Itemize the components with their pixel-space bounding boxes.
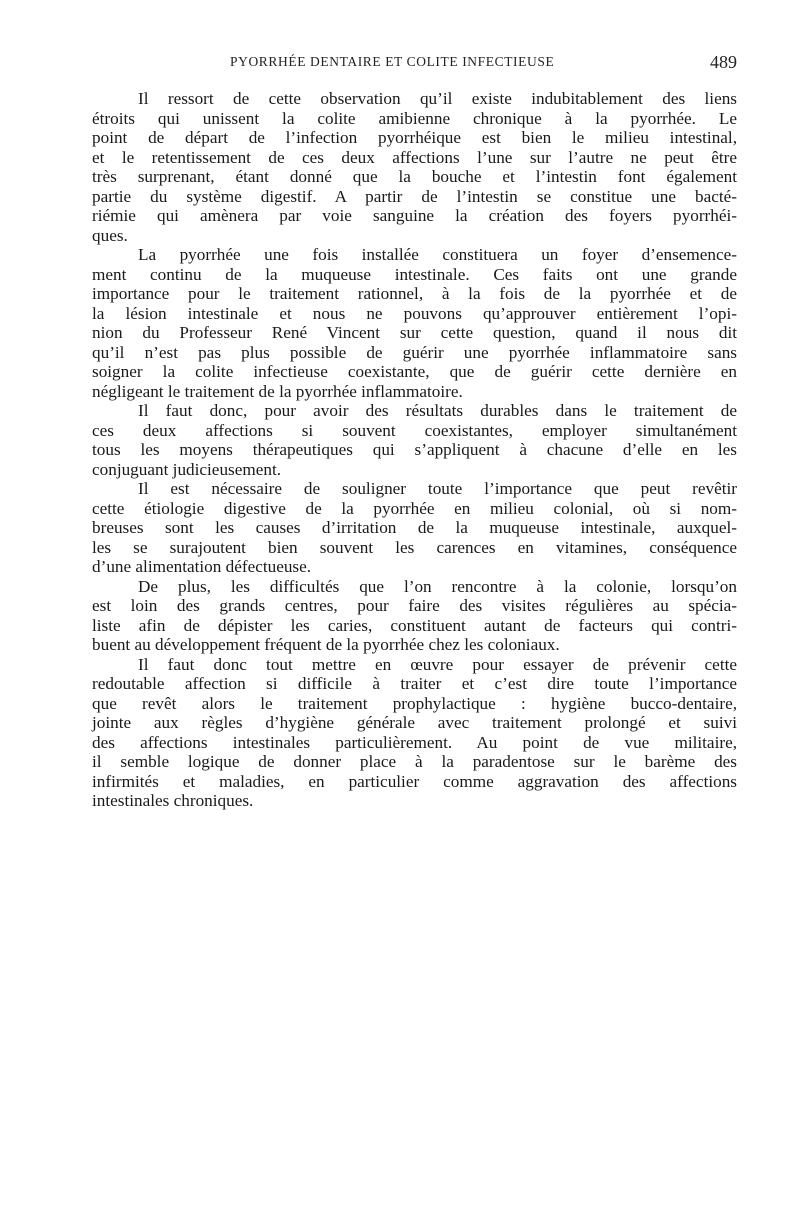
text-line: Il ressort de cette observation qu’il existe indubitablement des liens xyxy=(138,89,737,108)
text-line: est loin des grands centres, pour faire des visites régulières au spécia- xyxy=(92,596,737,615)
text-line: il semble logique de donner place à la paradentose sur le barème des xyxy=(92,752,737,771)
text-line: breuses sont les causes d’irritation de la muqueuse intestinale, auxquel- xyxy=(92,518,737,537)
paragraph xyxy=(92,401,737,479)
paragraph xyxy=(92,655,737,811)
body-text xyxy=(92,89,737,811)
text-line: point de départ de l’infection pyorrhéique est bien le milieu intestinal, xyxy=(92,128,737,147)
text-line: nion du Professeur René Vincent sur cette question, quand il nous dit xyxy=(92,323,737,342)
text-line: qu’il n’est pas plus possible de guérir une pyorrhée inflammatoire sans xyxy=(92,342,737,362)
text-line: partie du système digestif. A partir de l’intestin se constitue une bacté- xyxy=(92,186,737,206)
text-line: liste afin de dépister les caries, constituent autant de facteurs qui contri- xyxy=(92,615,737,635)
text-line: ques. xyxy=(92,225,128,245)
text-line: tous les moyens thérapeutiques qui s’appliquent à chacune d’elle en les xyxy=(92,440,737,459)
text-line: étroits qui unissent la colite amibienne chronique à la pyorrhée. Le xyxy=(92,108,737,128)
paragraph xyxy=(92,89,737,245)
running-head xyxy=(92,52,737,76)
running-title: PYORRHÉE DENTAIRE ET COLITE INFECTIEUSE xyxy=(230,54,555,69)
text-line: négligeant le traitement de la pyorrhée inflammatoire. xyxy=(92,381,463,401)
text-line: et le retentissement de ces deux affections l’une sur l’autre ne peut être xyxy=(92,147,737,167)
text-line: cette étiologie digestive de la pyorrhée en milieu colonial, où si nom- xyxy=(92,498,737,518)
text-line: buent au développement fréquent de la pyorrhée chez les coloniaux. xyxy=(92,635,560,654)
text-line: très surprenant, étant donné que la bouche et l’intestin font également xyxy=(92,167,737,186)
paragraph xyxy=(92,245,737,401)
paragraph xyxy=(92,479,737,577)
text-line: des affections intestinales particulièrement. Au point de vue militaire, xyxy=(92,732,737,752)
paragraph xyxy=(92,577,737,655)
text-line: les se surajoutent bien souvent les carences en vitamines, conséquence xyxy=(92,537,737,557)
text-line: Il faut donc, pour avoir des résultats durables dans le traitement de xyxy=(138,401,737,420)
text-line: importance pour le traitement rationnel, à la fois de la pyorrhée et de xyxy=(92,284,737,303)
text-line: d’une alimentation défectueuse. xyxy=(92,557,312,576)
text-line: infirmités et maladies, en particulier comme aggravation des affections xyxy=(92,771,737,791)
text-line: riémie qui amènera par voie sanguine la création des foyers pyorrhéi- xyxy=(92,206,737,225)
text-line: soigner la colite infectieuse coexistante, que de guérir cette dernière en xyxy=(92,362,737,381)
text-line: la lésion intestinale et nous ne pouvons qu’approuver entièrement l’opi- xyxy=(92,303,737,323)
text-line: que revêt alors le traitement prophylactique : hygiène bucco-dentaire, xyxy=(92,693,737,713)
text-line: conjuguant judicieusement. xyxy=(92,459,282,479)
text-line: ment continu de la muqueuse intestinale. Ces faits ont une grande xyxy=(92,264,737,284)
text-line: Il est nécessaire de souligner toute l’importance que peut revêtir xyxy=(138,479,737,498)
text-line: intestinales chroniques. xyxy=(92,791,254,810)
text-line: ces deux affections si souvent coexistantes, employer simultanément xyxy=(92,420,737,440)
text-line: Il faut donc tout mettre en œuvre pour essayer de prévenir cette xyxy=(138,654,737,674)
text-line: La pyorrhée une fois installée constituera un foyer d’ensemence- xyxy=(138,245,737,264)
text-line: De plus, les difficultés que l’on rencontre à la colonie, lorsqu’on xyxy=(138,576,737,596)
page-number: 489 xyxy=(710,52,737,72)
text-line: jointe aux règles d’hygiène générale avec traitement prolongé et suivi xyxy=(92,713,737,732)
text-line: redoutable affection si difficile à traiter et c’est dire toute l’importance xyxy=(92,674,737,693)
